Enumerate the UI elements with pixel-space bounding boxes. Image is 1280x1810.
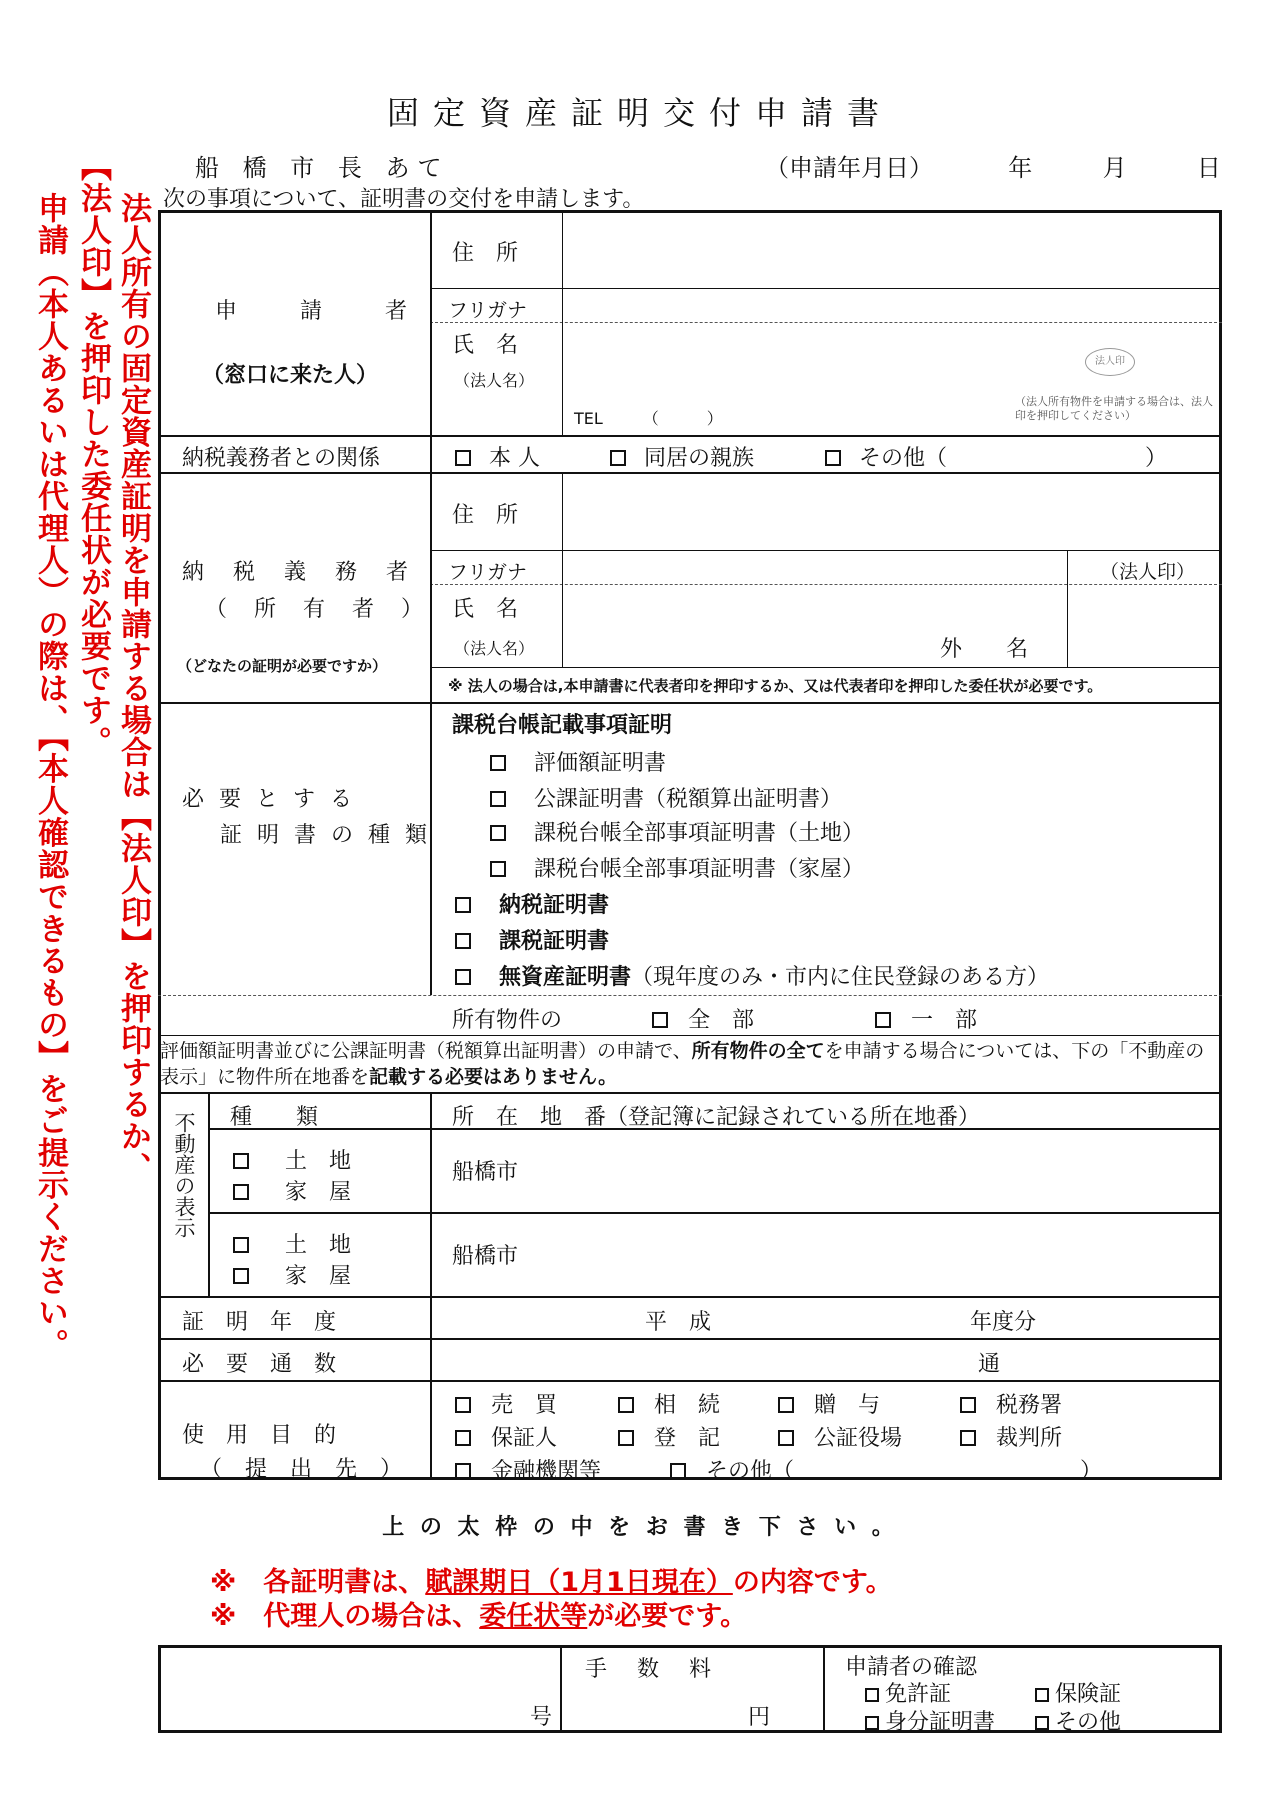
divider — [823, 1645, 825, 1733]
relation-self[interactable]: 本 人 — [455, 441, 540, 472]
cert-types-label-2: 証 明 書 の 種 類 — [220, 823, 431, 848]
applicant-furigana-field[interactable] — [566, 291, 1218, 320]
cert-year-era: 平 成 — [645, 1310, 712, 1335]
date-label: （申請年月日） — [765, 154, 933, 182]
realestate-2-land[interactable]: 土 地 — [233, 1228, 351, 1259]
cert-types-label-1: 必 要 と す る — [182, 787, 356, 812]
checkbox[interactable] — [960, 1430, 976, 1446]
divider — [430, 210, 432, 702]
checkbox[interactable] — [490, 825, 506, 841]
applicant-address-label: 住 所 — [452, 241, 519, 266]
fee-yen: 円 — [748, 1705, 771, 1730]
divider — [560, 1645, 562, 1733]
divider — [158, 702, 1222, 704]
applicant-name-field[interactable] — [566, 325, 1066, 405]
taxpayer-name-label: 氏 名 — [452, 597, 519, 622]
checkbox[interactable] — [618, 1397, 634, 1413]
relation-other[interactable]: その他（ ） — [825, 441, 1167, 472]
applicant-sub-label: （窓口に来た人） — [202, 363, 379, 388]
divider — [158, 1338, 1222, 1340]
divider — [158, 435, 1222, 437]
checkbox[interactable] — [455, 1463, 471, 1479]
taxpayer-sub-label: （ 所 有 者 ） — [205, 597, 433, 622]
confirm-id[interactable]: 身分証明書 — [865, 1705, 995, 1736]
checkbox[interactable] — [778, 1397, 794, 1413]
checkbox[interactable] — [455, 450, 471, 466]
divider — [430, 322, 1222, 323]
applicant-label: 申 請 者 — [215, 299, 435, 324]
valuation-notice: 評価額証明書並びに公課証明書（税額算出証明書）の申請で、所有物件の全てを申請する場合については、下の「不動産の表示」に物件所在地番を記載する必要はありません。 — [160, 1040, 1205, 1088]
cert-year-suffix[interactable]: 年度分 — [970, 1310, 1037, 1335]
cert-ledger-house[interactable]: 課税台帳全部事項証明書（家屋） — [490, 852, 864, 883]
taxpayer-label: 納 税 義 務 者 — [182, 560, 419, 585]
checkbox[interactable] — [652, 1012, 668, 1028]
purpose-guarantor[interactable]: 保証人 — [455, 1421, 557, 1452]
date-month[interactable]: 月 — [1102, 154, 1127, 182]
cert-ledger-land[interactable]: 課税台帳全部事項証明書（土地） — [490, 816, 864, 847]
taxpayer-corp-note: ※ 法人の場合は,本申請書に代表者印を押印するか、又は代表者印を押印した委任状が必要です。 — [448, 677, 1103, 695]
divider — [158, 1035, 1222, 1036]
application-date — [765, 148, 1221, 183]
cert-tax-payment[interactable]: 納税証明書 — [455, 888, 609, 919]
taxpayer-address-field[interactable] — [566, 476, 1218, 548]
divider — [1067, 550, 1068, 667]
intro-text: 次の事項について、証明書の交付を申請します。 — [163, 187, 645, 212]
divider — [430, 584, 1222, 585]
applicant-address-field[interactable] — [566, 214, 1218, 286]
applicant-name-label: 氏 名 — [452, 333, 519, 358]
cert-no-assets[interactable]: 無資産証明書（現年度のみ・市内に住民登録のある方） — [455, 960, 1049, 991]
checkbox[interactable] — [455, 933, 471, 949]
red-note-1: ※ 各証明書は、賦課期日（1月1日現在）の内容です。 — [210, 1567, 893, 1598]
divider — [158, 995, 1222, 996]
checkbox[interactable] — [455, 969, 471, 985]
form-title: 固定資産証明交付申請書 — [386, 94, 893, 132]
fill-instruction: 上 の 太 枠 の 中 を お 書 き 下 さ い 。 — [382, 1515, 898, 1540]
relation-label: 納税義務者との関係 — [182, 446, 381, 471]
divider — [158, 472, 1222, 474]
side-note-middle: 【法人印】を押印した委任状が必要です。 — [75, 150, 111, 758]
realestate-label: 不動産の表示 — [172, 1112, 196, 1238]
checkbox[interactable] — [1035, 1688, 1049, 1702]
purpose-tax-office[interactable]: 税務署 — [960, 1388, 1062, 1419]
corporate-seal-mark: 法人印 — [1085, 348, 1135, 376]
divider — [158, 1092, 1222, 1094]
taxpayer-question: （どなたの証明が必要ですか） — [177, 657, 388, 675]
cert-year-label: 証 明 年 度 — [182, 1310, 337, 1335]
divider — [208, 1212, 1222, 1214]
realestate-2-location[interactable]: 船橋市 — [452, 1244, 519, 1269]
checkbox[interactable] — [233, 1237, 249, 1253]
copies-unit[interactable]: 通 — [978, 1352, 1001, 1377]
side-note-right: 法人所有の固定資産証明を申請する場合は【法人印】を押印するか、 — [115, 192, 151, 1184]
cert-valuation[interactable]: 評価額証明書 — [490, 746, 666, 777]
checkbox[interactable] — [960, 1397, 976, 1413]
checkbox[interactable] — [1035, 1716, 1049, 1730]
divider — [430, 550, 1222, 551]
checkbox[interactable] — [455, 1397, 471, 1413]
purpose-other[interactable]: その他（ ） — [670, 1454, 1102, 1485]
divider — [430, 288, 1222, 289]
checkbox[interactable] — [455, 897, 471, 913]
relation-family[interactable]: 同居の親族 — [610, 441, 754, 472]
divider — [158, 1380, 1222, 1382]
property-scope-label: 所有物件の — [452, 1008, 563, 1033]
purpose-label: 使 用 目 的 — [182, 1423, 337, 1448]
realestate-type-header: 種 類 — [230, 1105, 319, 1130]
divider — [158, 1296, 1222, 1298]
cert-public-charges[interactable]: 公課証明書（税額算出証明書） — [490, 782, 842, 813]
cert-group-title: 課税台帳記載事項証明 — [452, 713, 673, 738]
number-suffix: 号 — [530, 1705, 553, 1730]
purpose-financial[interactable]: 金融機関等 — [455, 1454, 601, 1485]
purpose-sub-label: （ 提 出 先 ） — [200, 1457, 410, 1482]
realestate-1-location[interactable]: 船橋市 — [452, 1160, 519, 1185]
addressee: 船 橋 市 長 あて — [195, 154, 450, 182]
divider — [562, 210, 563, 435]
side-note-left: 申請（本人あるいは代理人）の際は、【本人確認できるもの】をご提示ください。 — [32, 192, 68, 1361]
checkbox[interactable] — [865, 1716, 879, 1730]
checkbox[interactable] — [618, 1430, 634, 1446]
applicant-seal-note: （法人所有物件を申請する場合は、法人印を押印してください） — [1015, 395, 1213, 422]
divider — [562, 472, 563, 667]
taxpayer-furigana-field[interactable] — [566, 553, 1064, 582]
applicant-tel[interactable]: TEL （ ） — [574, 409, 723, 428]
realestate-1-house[interactable]: 家 屋 — [233, 1175, 351, 1206]
purpose-inheritance[interactable]: 相 続 — [618, 1388, 720, 1419]
checkbox[interactable] — [865, 1688, 879, 1702]
confirm-license[interactable]: 免許証 — [865, 1677, 951, 1708]
property-scope-all[interactable]: 全 部 — [652, 1003, 754, 1034]
checkbox[interactable] — [778, 1430, 794, 1446]
taxpayer-seal-label: （法人印） — [1100, 561, 1196, 583]
taxpayer-corp-name-label: （法人名） — [454, 639, 535, 658]
fee-label: 手 数 料 — [585, 1657, 716, 1682]
purpose-notary[interactable]: 公証役場 — [778, 1421, 902, 1452]
purpose-sale[interactable]: 売 買 — [455, 1388, 557, 1419]
checkbox[interactable] — [490, 861, 506, 877]
property-scope-part[interactable]: 一 部 — [875, 1003, 977, 1034]
confirm-other[interactable]: その他 — [1035, 1705, 1121, 1736]
purpose-gift[interactable]: 贈 与 — [778, 1388, 880, 1419]
applicant-furigana-label: フリガナ — [448, 298, 527, 322]
divider — [208, 1092, 210, 1296]
checkbox[interactable] — [875, 1012, 891, 1028]
checkbox[interactable] — [233, 1268, 249, 1284]
purpose-court[interactable]: 裁判所 — [960, 1421, 1062, 1452]
checkbox[interactable] — [455, 1430, 471, 1446]
realestate-2-house[interactable]: 家 屋 — [233, 1259, 351, 1290]
divider — [430, 1092, 432, 1480]
taxpayer-furigana-label: フリガナ — [448, 560, 527, 584]
checkbox[interactable] — [610, 450, 626, 466]
date-year[interactable]: 年 — [1008, 154, 1033, 182]
checkbox[interactable] — [670, 1463, 686, 1479]
checkbox[interactable] — [825, 450, 841, 466]
checkbox[interactable] — [490, 791, 506, 807]
cert-taxation[interactable]: 課税証明書 — [455, 924, 609, 955]
checkbox[interactable] — [233, 1153, 249, 1169]
taxpayer-address-label: 住 所 — [452, 503, 519, 528]
realestate-1-land[interactable]: 土 地 — [233, 1144, 351, 1175]
divider — [430, 667, 1222, 668]
taxpayer-name-field[interactable] — [566, 587, 966, 665]
checkbox[interactable] — [490, 755, 506, 771]
confirm-insurance[interactable]: 保険証 — [1035, 1677, 1121, 1708]
checkbox[interactable] — [233, 1184, 249, 1200]
copies-label: 必 要 通 数 — [182, 1352, 337, 1377]
purpose-registration[interactable]: 登 記 — [618, 1421, 720, 1452]
date-day[interactable]: 日 — [1196, 154, 1221, 182]
realestate-location-header: 所 在 地 番（登記簿に記録されている所在地番） — [452, 1105, 981, 1130]
applicant-corp-name-label: （法人名） — [454, 371, 535, 390]
taxpayer-others: 外 名 — [940, 637, 1029, 662]
confirm-label: 申請者の確認 — [845, 1655, 978, 1680]
red-note-2: ※ 代理人の場合は、委任状等が必要です。 — [210, 1601, 748, 1632]
